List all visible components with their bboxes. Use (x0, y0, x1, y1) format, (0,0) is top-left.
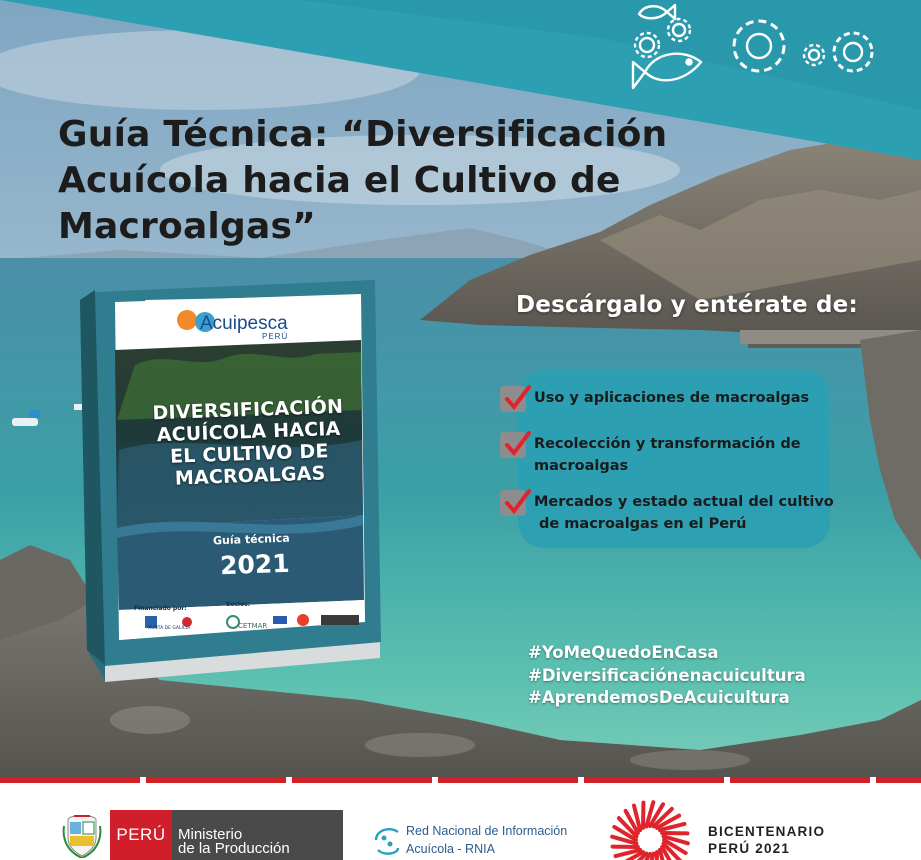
ministry-line-1: Ministerio (178, 826, 243, 843)
bicentenario-label (708, 823, 825, 857)
book-funded-label: Financiado por: (134, 605, 187, 612)
topic-item-2-line-1: Recolección y transformación de (534, 436, 801, 452)
book-year: 2021 (219, 548, 291, 581)
fish-gear-icon (625, 0, 895, 100)
bicentenario-line-1: BICENTENARIO (708, 824, 826, 839)
rnia-label (406, 822, 567, 858)
download-heading: Descárgalo y entérate de: (516, 292, 858, 318)
topic-item-1-text: Uso y aplicaciones de macroalgas (534, 390, 810, 406)
book-title-line-4: MACROALGAS (174, 462, 326, 490)
checkbox-checked-icon (500, 490, 526, 516)
title-line-3: Macroalgas” (58, 206, 316, 247)
rnia-line-2: Acuícola - RNIA (406, 842, 495, 856)
rnia-line-1: Red Nacional de Información (406, 824, 568, 838)
hashtag-2[interactable]: #Diversificaciónenacuicultura (528, 665, 806, 685)
bicentenario-line-2: PERÚ 2021 (708, 841, 791, 856)
page-title (58, 112, 718, 250)
book-partner-cetmar: CETMAR (238, 622, 268, 630)
bicentenario-sun-icon (605, 795, 695, 860)
checkbox-checked-icon (500, 432, 526, 458)
book-partners-label: Socios: (226, 601, 251, 608)
book-title (137, 395, 362, 491)
topic-item-2-line-2: macroalgas (534, 458, 629, 474)
book-title-line-3: EL CULTIVO DE (169, 440, 330, 468)
topic-item-2-text (534, 433, 834, 477)
ministry-label (172, 810, 343, 860)
topic-item-3-text (534, 491, 834, 535)
book-title-line-1: DIVERSIFICACIÓN (152, 395, 344, 425)
ministry-line-2: de la Producción (178, 840, 290, 857)
topic-item-3-line-2: de macroalgas en el Perú (534, 516, 747, 532)
hashtag-1[interactable]: #YoMeQuedoEnCasa (528, 643, 719, 662)
title-line-1: Guía Técnica: “Diversificación (58, 114, 668, 155)
hashtags (528, 642, 806, 710)
checkbox-checked-icon (500, 386, 526, 412)
topic-item-3-line-1: Mercados y estado actual del cultivo (534, 494, 834, 510)
book-brand-sub: PERÚ (262, 332, 289, 341)
title-line-2: Acuícola hacia el Cultivo de (58, 160, 621, 201)
book-guide-label: Guía técnica (212, 531, 290, 548)
footer-divider (0, 777, 921, 783)
book-brand: Acuipesca (200, 313, 288, 334)
book-partner-xunta: XUNTA DE GALICIA (148, 626, 191, 631)
book-title-line-2: ACUÍCOLA HACIA (156, 417, 341, 447)
rnia-fish-icon (372, 822, 402, 858)
peru-label: PERÚ (110, 810, 172, 860)
hashtag-3[interactable]: #AprendemosDeAcuicultura (528, 688, 790, 707)
coat-of-arms-icon (62, 812, 102, 858)
